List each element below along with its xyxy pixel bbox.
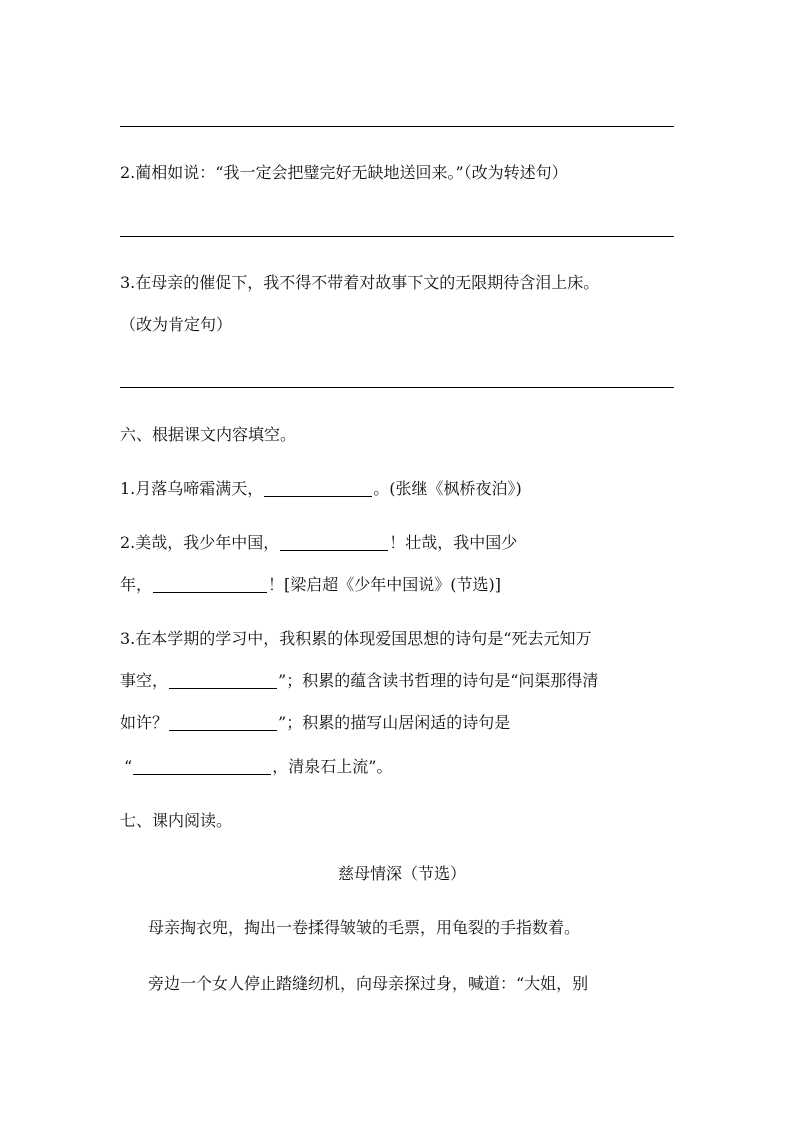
question-6-3-line-2-suffix: ”；积累的蕴含读书哲理的诗句是“问渠那得清: [278, 671, 599, 690]
question-6-3-line-1: 3.在本学期的学习中，我积累的体现爱国思想的诗句是“死去元知万: [120, 629, 592, 648]
fill-blank-1[interactable]: [264, 480, 372, 497]
fill-blank-2[interactable]: [280, 534, 388, 551]
answer-line-1: [120, 126, 674, 127]
question-6-2-line-2: [120, 575, 501, 595]
fill-blank-4[interactable]: [169, 672, 277, 689]
fill-blank-5[interactable]: [169, 714, 277, 731]
question-6-2-middle: ！壮哉，我中国少: [389, 533, 518, 552]
fill-blank-6[interactable]: [133, 758, 271, 775]
question-5-2: 2.蔺相如说：“我一定会把璧完好无缺地送回来。”（改为转述句）: [120, 163, 568, 182]
question-6-3-line-2: [120, 671, 598, 691]
question-5-3-line-1: 3.在母亲的催促下，我不得不带着对故事下文的无限期待含泪上床。: [120, 273, 600, 292]
answer-line-3: [120, 387, 674, 388]
fill-blank-3[interactable]: [153, 576, 267, 593]
answer-line-2: [120, 236, 674, 237]
question-6-3-line-2-prefix: 事空，: [120, 671, 169, 690]
question-6-3-line-3-suffix: ”；积累的描写山居闲适的诗句是: [278, 713, 511, 732]
question-6-1: [120, 479, 522, 499]
question-6-3-line-3: [120, 713, 510, 733]
question-6-3-line-4: [124, 757, 392, 777]
passage-paragraph-1: 母亲掏衣兜，掏出一卷揉得皱皱的毛票，用龟裂的手指数着。: [148, 918, 581, 937]
question-6-1-prefix: 1.月落乌啼霜满天，: [120, 479, 264, 498]
section-7-heading: 七、课内阅读。: [120, 811, 233, 830]
question-6-3-line-4-prefix: “: [124, 757, 133, 776]
passage-title: 慈母情深（节选）: [338, 864, 467, 883]
question-6-3-line-4-suffix: ，清泉石上流”。: [272, 757, 393, 776]
question-6-2-line-2-prefix: 年，: [120, 575, 153, 594]
question-6-2-line-1: [120, 533, 517, 553]
question-5-3-line-2: （改为肯定句）: [120, 315, 233, 334]
question-6-2-suffix: ！[梁启超《少年中国说》(节选)]: [268, 575, 501, 594]
passage-paragraph-2: 旁边一个女人停止踏缝纫机，向母亲探过身，喊道：“大姐，别: [148, 974, 589, 993]
section-6-heading: 六、根据课文内容填空。: [120, 425, 297, 444]
question-6-2-prefix: 2.美哉，我少年中国，: [120, 533, 280, 552]
question-6-1-suffix: 。(张继《枫桥夜泊》): [373, 479, 522, 498]
question-6-3-line-3-prefix: 如许？: [120, 713, 169, 732]
